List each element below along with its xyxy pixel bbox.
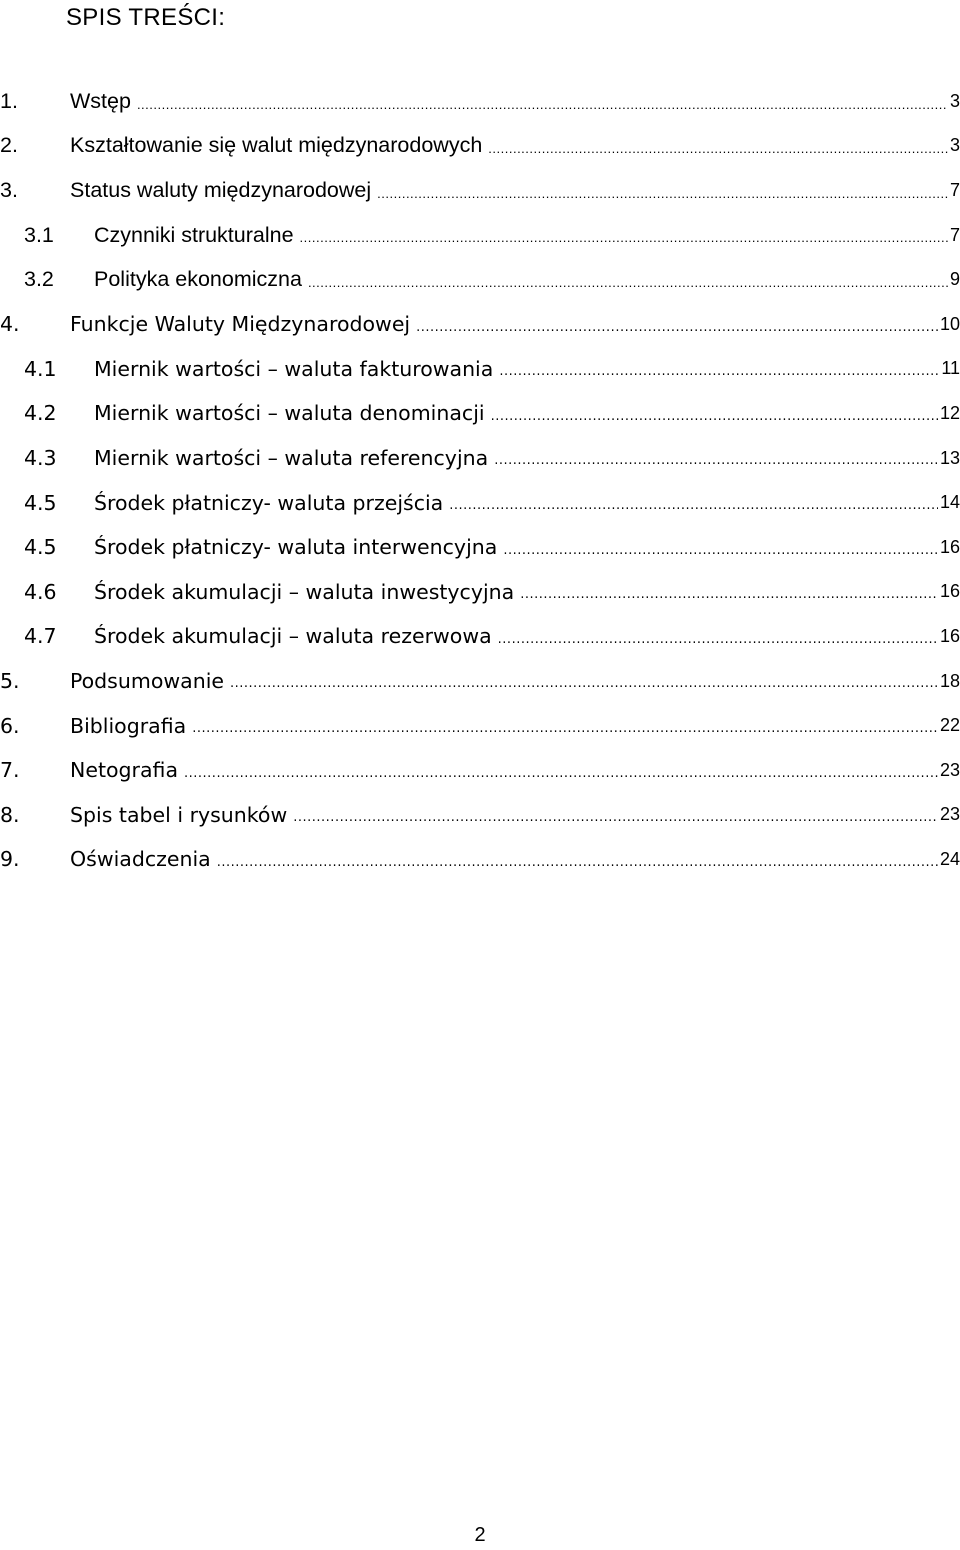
toc-entry-page: 23	[939, 759, 960, 780]
toc-entry[interactable]	[0, 347, 960, 392]
toc-entry-number: 4.2	[24, 401, 57, 426]
toc-entry[interactable]	[0, 793, 960, 838]
toc-dot-leader	[230, 676, 938, 703]
toc-entry-page: 3	[949, 135, 960, 156]
toc-entry[interactable]	[0, 302, 960, 347]
toc-entry-title: Środek płatniczy- waluta interwencyjna	[94, 535, 498, 560]
page-title: SPIS TREŚCI:	[66, 4, 226, 31]
toc-entry[interactable]	[0, 480, 960, 525]
toc-entry-number: 4.3	[24, 446, 57, 471]
toc-entry-number: 4.	[0, 312, 20, 337]
toc-entry-title: Oświadczenia	[70, 847, 211, 872]
toc-dot-leader	[503, 543, 938, 570]
toc-entry-page: 24	[939, 848, 960, 869]
toc-entry-title: Kształtowanie się walut międzynarodowych	[70, 133, 483, 158]
toc-entry-title: Podsumowanie	[70, 669, 225, 694]
toc-entry-page: 16	[939, 625, 960, 646]
toc-entry-number: 2.	[0, 133, 18, 158]
toc-entry-number: 3.2	[24, 267, 54, 292]
toc-dot-leader	[498, 632, 938, 659]
toc-entry-page: 13	[939, 447, 960, 468]
toc-entry[interactable]	[0, 570, 960, 615]
toc-entry[interactable]	[0, 124, 960, 169]
toc-entry[interactable]	[0, 168, 960, 213]
toc-entry-number: 9.	[0, 847, 20, 872]
toc-entry-title: Miernik wartości – waluta referencyjna	[94, 446, 489, 471]
toc-entry-title: Miernik wartości – waluta denominacji	[94, 401, 485, 426]
toc-entry[interactable]	[0, 213, 960, 258]
toc-entry-number: 4.7	[24, 624, 57, 649]
toc-entry-title: Miernik wartości – waluta fakturowania	[94, 356, 494, 381]
toc-dot-leader	[488, 141, 948, 168]
toc-dot-leader	[300, 230, 948, 257]
toc-dot-leader	[520, 587, 938, 614]
toc-entry-page: 11	[941, 358, 960, 379]
toc-dot-leader	[499, 364, 939, 391]
toc-entry[interactable]	[0, 436, 960, 481]
toc-entry-title: Środek płatniczy- waluta przejścia	[94, 490, 444, 515]
toc-dot-leader	[377, 186, 948, 213]
toc-entry[interactable]	[0, 614, 960, 659]
toc-entry-page: 12	[939, 402, 960, 423]
toc-entry-number: 5.	[0, 669, 20, 694]
toc-dot-leader	[293, 810, 938, 837]
toc-dot-leader	[416, 320, 938, 347]
toc-dot-leader	[494, 453, 938, 480]
toc-entry[interactable]	[0, 79, 960, 124]
toc-entry-title: Spis tabel i rysunków	[70, 802, 288, 827]
toc-entry-title: Bibliografia	[70, 713, 187, 738]
toc-entry[interactable]	[0, 659, 960, 704]
toc-entry-number: 3.1	[24, 222, 54, 247]
toc-entry-page: 9	[949, 269, 960, 290]
toc-entry-number: 6.	[0, 713, 20, 738]
toc-entry-number: 1.	[0, 88, 18, 113]
toc-dot-leader	[192, 721, 938, 748]
toc-entry[interactable]	[0, 525, 960, 570]
toc-entry-title: Netografia	[70, 758, 179, 783]
toc-dot-leader	[137, 97, 948, 124]
toc-entry-title: Polityka ekonomiczna	[94, 267, 302, 292]
toc-entry-number: 4.1	[24, 356, 57, 381]
toc-entry-title: Status waluty międzynarodowej	[70, 177, 372, 202]
toc-dot-leader	[217, 855, 938, 882]
table-of-contents	[0, 79, 960, 882]
toc-entry-page: 10	[939, 313, 960, 334]
toc-entry-number: 4.5	[24, 535, 57, 560]
toc-entry-page: 7	[949, 224, 960, 245]
toc-entry[interactable]	[0, 391, 960, 436]
toc-entry[interactable]	[0, 837, 960, 882]
toc-entry-page: 18	[939, 670, 960, 691]
toc-dot-leader	[308, 275, 948, 302]
toc-dot-leader	[449, 498, 938, 525]
toc-entry-page: 22	[939, 715, 960, 736]
toc-entry[interactable]	[0, 748, 960, 793]
toc-entry-page: 3	[949, 90, 960, 111]
toc-entry-page: 14	[939, 492, 960, 513]
toc-dot-leader	[491, 409, 938, 436]
page-number: 2	[474, 1524, 486, 1546]
toc-entry-title: Środek akumulacji – waluta inwestycyjna	[94, 579, 515, 604]
toc-entry-number: 4.5	[24, 490, 57, 515]
toc-entry-page: 16	[939, 536, 960, 557]
toc-entry-title: Wstęp	[70, 88, 131, 113]
toc-entry[interactable]	[0, 257, 960, 302]
toc-dot-leader	[184, 766, 938, 793]
toc-entry-page: 7	[949, 179, 960, 200]
toc-entry-number: 7.	[0, 758, 20, 783]
toc-entry-title: Czynniki strukturalne	[94, 222, 294, 247]
toc-entry-title: Środek akumulacji – waluta rezerwowa	[94, 624, 492, 649]
toc-entry-number: 3.	[0, 177, 18, 202]
toc-entry-page: 23	[939, 804, 960, 825]
toc-entry[interactable]	[0, 703, 960, 748]
toc-entry-number: 4.6	[24, 579, 57, 604]
toc-entry-title: Funkcje Waluty Międzynarodowej	[70, 312, 411, 337]
toc-entry-number: 8.	[0, 802, 20, 827]
toc-entry-page: 16	[939, 581, 960, 602]
